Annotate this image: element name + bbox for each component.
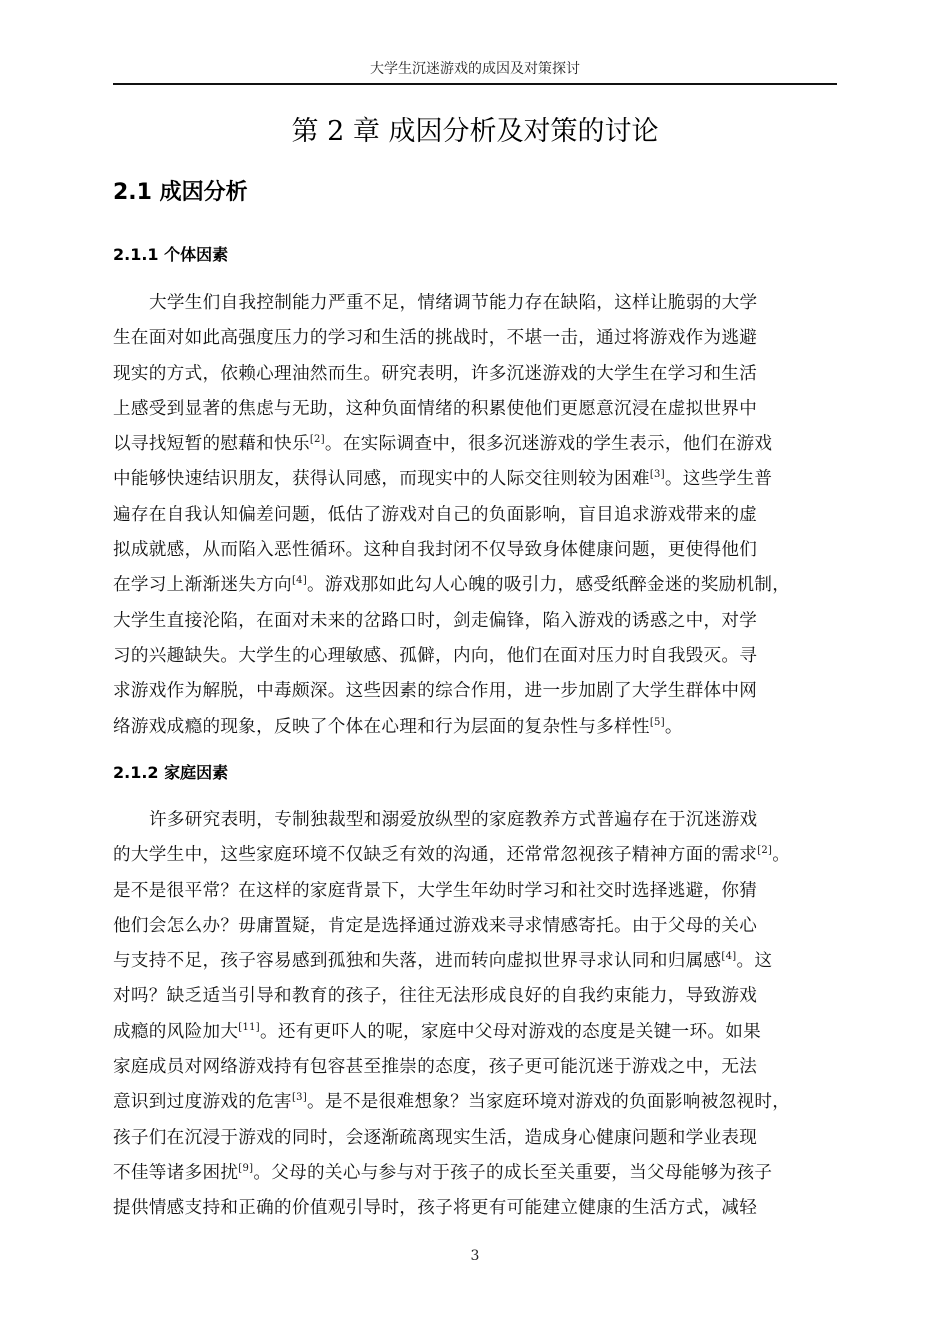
text-line <box>113 462 853 497</box>
text-line <box>113 1191 853 1226</box>
line-text-after-citation: 。还有更吓人的呢，家庭中父母对游戏的态度是关键一环。如果 <box>260 1021 762 1042</box>
text-line <box>113 1050 853 1085</box>
subsection-title-individual: 2.1.1 个体因素 <box>113 245 229 264</box>
text-line <box>113 321 853 356</box>
text-line <box>113 838 853 873</box>
citation-marker: [9] <box>238 1162 254 1174</box>
line-text: 他们会怎么办？毋庸置疑，肯定是选择通过游戏来寻求情感寄托。由于父母的关心 <box>113 915 758 936</box>
line-text: 成瘾的风险加大 <box>113 1021 239 1042</box>
line-text: 许多研究表明，专制独裁型和溺爱放纵型的家庭教养方式普遍存在于沉迷游戏 <box>149 810 758 830</box>
citation-marker: [2] <box>309 434 325 446</box>
line-text-after-citation: 。在实际调查中，很多沉迷游戏的学生表示，他们在游戏 <box>324 434 773 455</box>
text-line <box>113 286 853 321</box>
line-text: 的大学生中，这些家庭环境不仅缺乏有效的沟通，还常常忽视孩子精神方面的需求 <box>113 845 758 866</box>
text-line <box>113 803 853 838</box>
citation-marker: [4] <box>291 575 308 587</box>
line-text: 求游戏作为解脱，中毒颇深。这些因素的综合作用，进一步加剧了大学生群体中网 <box>113 681 758 702</box>
line-text: 大学生们自我控制能力严重不足，情绪调节能力存在缺陷，这样让脆弱的大学 <box>149 293 758 313</box>
line-text-after-citation: 。父母的关心与参与对于孩子的成长至关重要，当父母能够为孩子 <box>253 1162 773 1183</box>
paragraph-family-factors <box>113 803 853 1227</box>
line-text: 不佳等诸多困扰 <box>113 1162 239 1183</box>
text-line <box>113 392 853 427</box>
line-text: 络游戏成瘾的现象，反映了个体在心理和行为层面的复杂性与多样性 <box>113 716 650 737</box>
citation-marker: [2] <box>757 845 773 857</box>
line-text: 提供情感支持和正确的价值观引导时，孩子将更有可能建立健康的生活方式，减轻 <box>113 1198 758 1219</box>
text-line <box>113 639 853 674</box>
line-text-after-citation: 。游戏那如此勾人心魄的吸引力，感受纸醉金迷的奖励机制， <box>307 575 791 596</box>
line-text-after-citation: 。这些学生普 <box>664 469 773 490</box>
line-text: 大学生直接沦陷，在面对未来的岔路口时，剑走偏锋，陷入游戏的诱惑之中，对学 <box>113 610 758 631</box>
line-text-after-citation: 。 <box>664 716 683 737</box>
text-line <box>113 710 853 745</box>
line-text: 意识到过度游戏的危害 <box>113 1092 292 1113</box>
text-line <box>113 427 853 462</box>
line-text: 生在面对如此高强度压力的学习和生活的挑战时，不堪一击，通过将游戏作为逃避 <box>113 328 758 349</box>
text-line <box>113 498 853 533</box>
section-title: 2.1 成因分析 <box>113 180 248 205</box>
citation-marker: [11] <box>238 1021 260 1033</box>
text-line <box>113 944 853 979</box>
text-line <box>113 909 853 944</box>
line-text-after-citation: 。 <box>772 845 791 866</box>
line-text: 以寻找短暂的慰藉和快乐 <box>113 434 310 455</box>
line-text: 孩子们在沉浸于游戏的同时，会逐渐疏离现实生活，造成身心健康问题和学业表现 <box>113 1127 758 1148</box>
text-line <box>113 533 853 568</box>
line-text: 中能够快速结识朋友，获得认同感，而现实中的人际交往则较为困难 <box>113 469 650 490</box>
running-header: 大学生沉迷游戏的成因及对策探讨 <box>370 61 580 77</box>
text-line <box>113 357 853 392</box>
text-line <box>113 1156 853 1191</box>
line-text: 在学习上渐渐迷失方向 <box>113 575 292 596</box>
text-line <box>113 1015 853 1050</box>
line-text: 遍存在自我认知偏差问题，低估了游戏对自己的负面影响，盲目追求游戏带来的虚 <box>113 504 758 525</box>
line-text: 是不是很平常？在这样的家庭背景下，大学生年幼时学习和社交时选择逃避，你猜 <box>113 880 758 901</box>
text-line <box>113 674 853 709</box>
text-line <box>113 979 853 1014</box>
text-line <box>113 568 853 603</box>
page-number: 3 <box>470 1248 480 1264</box>
header-rule <box>113 83 837 85</box>
line-text: 对吗？缺乏适当引导和教育的孩子，往往无法形成良好的自我约束能力，导致游戏 <box>113 986 758 1007</box>
citation-marker: [4] <box>721 951 737 963</box>
line-text: 拟成就感，从而陷入恶性循环。这种自我封闭不仅导致身体健康问题，更使得他们 <box>113 540 758 561</box>
citation-marker: [3] <box>649 469 665 481</box>
line-text-after-citation: 。这 <box>736 951 773 972</box>
line-text: 家庭成员对网络游戏持有包容甚至推崇的态度，孩子更可能沉迷于游戏之中，无法 <box>113 1057 758 1078</box>
line-text: 现实的方式，依赖心理油然而生。研究表明，许多沉迷游戏的大学生在学习和生活 <box>113 363 758 384</box>
text-line <box>113 1121 853 1156</box>
line-text-after-citation: 。是不是很难想象？当家庭环境对游戏的负面影响被忽视时， <box>307 1092 791 1113</box>
paragraph-individual-factors <box>113 286 853 745</box>
subsection-title-family: 2.1.2 家庭因素 <box>113 763 229 782</box>
line-text: 上感受到显著的焦虑与无助，这种负面情绪的积累使他们更愿意沉浸在虚拟世界中 <box>113 398 758 419</box>
citation-marker: [5] <box>649 716 665 728</box>
text-line <box>113 1085 853 1120</box>
text-line <box>113 874 853 909</box>
line-text: 习的兴趣缺失。大学生的心理敏感、孤僻，内向，他们在面对压力时自我毁灭。寻 <box>113 645 758 666</box>
citation-marker: [3] <box>291 1092 308 1104</box>
line-text: 与支持不足，孩子容易感到孤独和失落，进而转向虚拟世界寻求认同和归属感 <box>113 951 722 972</box>
chapter-title: 第 2 章 成因分析及对策的讨论 <box>291 116 659 147</box>
text-line <box>113 604 853 639</box>
